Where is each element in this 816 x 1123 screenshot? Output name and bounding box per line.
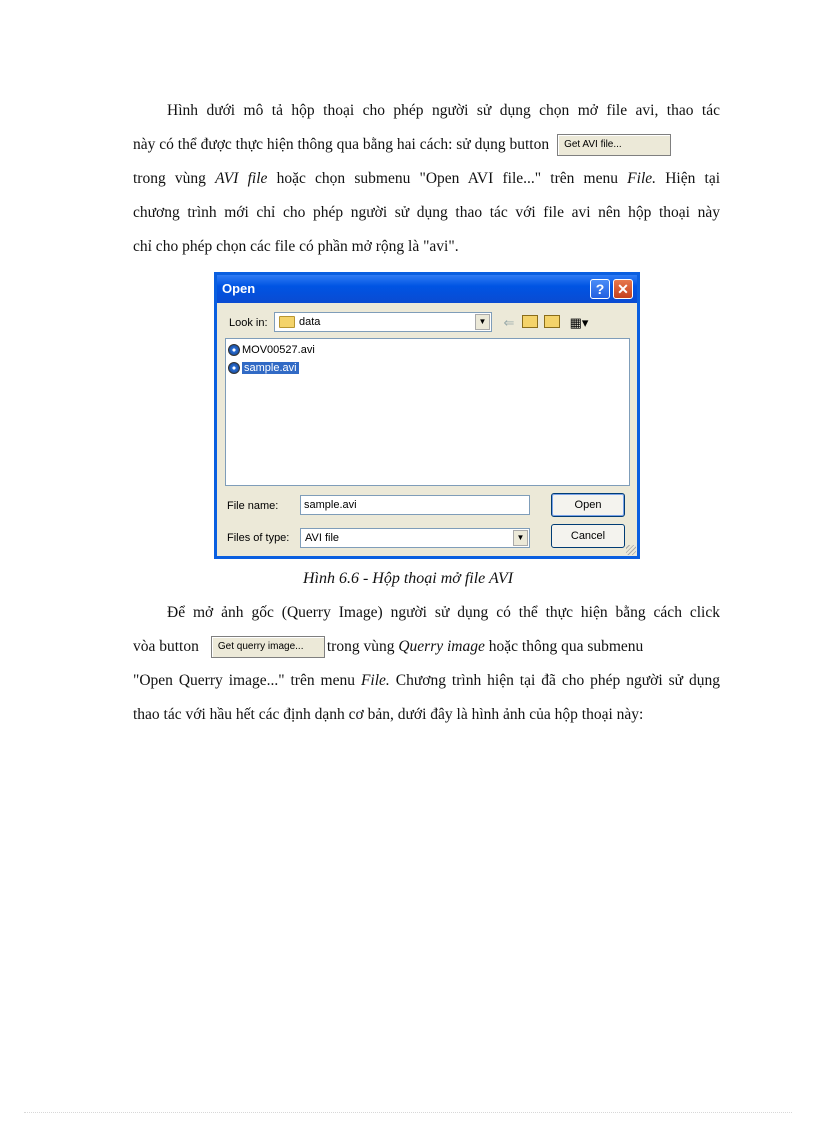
open-button[interactable]: Open: [551, 493, 625, 517]
paragraph-2-line-2: [133, 630, 720, 664]
back-arrow-icon[interactable]: ⇐: [503, 315, 515, 330]
page-bottom-border: [24, 1112, 792, 1113]
up-folder-icon[interactable]: [521, 315, 539, 331]
avi-file-icon: [228, 362, 240, 374]
paragraph-1-line-3-post: Hiện tại: [665, 170, 721, 187]
files-of-type-value: AVI file: [305, 532, 340, 544]
view-menu-icon[interactable]: ▦▾: [569, 315, 589, 330]
dialog-title: Open: [222, 281, 256, 296]
querry-image-term: Querry image: [398, 638, 485, 655]
resize-grip-icon[interactable]: [626, 545, 636, 555]
new-folder-icon[interactable]: [543, 315, 561, 331]
file-name-text: sample.avi: [244, 362, 297, 374]
chevron-down-icon[interactable]: ▼: [475, 314, 490, 330]
paragraph-2-line-3: [133, 664, 720, 698]
paragraph-1: [133, 94, 720, 264]
paragraph-2-line-2-mid: trong vùng: [326, 638, 395, 655]
help-icon[interactable]: ?: [590, 279, 610, 299]
paragraph-2: [133, 596, 720, 732]
paragraph-1-line-5: chỉ cho phép chọn các file có phần mở rộng là "avi".: [133, 238, 459, 255]
file-menu-term: File.: [627, 170, 657, 187]
list-item[interactable]: [228, 343, 315, 358]
paragraph-1-line-3-mid: hoặc chọn submenu "Open AVI file..." trên menu: [276, 170, 618, 187]
paragraph-1-line-3-pre: trong vùng: [133, 170, 206, 187]
close-icon[interactable]: ✕: [613, 279, 633, 299]
paragraph-2-line-3-pre: "Open Querry image..." trên menu: [133, 672, 355, 689]
folder-icon: [279, 316, 295, 328]
file-name-text: MOV00527.avi: [242, 344, 315, 356]
paragraph-1-line-2: [133, 128, 720, 162]
paragraph-2-line-4: thao tác với hầu hết các định dạnh cơ bản, dưới đây là hình ảnh của hộp thoại này:: [133, 706, 644, 723]
files-of-type-label: Files of type:: [227, 532, 290, 544]
open-dialog: [214, 272, 640, 559]
paragraph-2-line-2-post: hoặc thông qua submenu: [488, 638, 644, 655]
dialog-titlebar: [217, 275, 637, 303]
chevron-down-icon[interactable]: ▼: [513, 530, 528, 546]
get-avi-file-button[interactable]: Get AVI file...: [557, 134, 671, 156]
paragraph-1-line-1: Hình dưới mô tả hộp thoại cho phép người sử dụng chọn mở file avi, thao tác: [167, 102, 720, 119]
file-name-field[interactable]: sample.avi: [300, 495, 530, 515]
files-of-type-combo[interactable]: [300, 528, 530, 548]
look-in-label: Look in:: [229, 317, 268, 329]
look-in-combo[interactable]: [274, 312, 492, 332]
paragraph-2-line-3-post: Chương trình hiện tại đã cho phép người sử dụng: [395, 672, 721, 689]
file-list[interactable]: [225, 338, 630, 486]
file-menu-term: File.: [360, 672, 390, 689]
cancel-button[interactable]: Cancel: [551, 524, 625, 548]
paragraph-1-line-4: chương trình mới chỉ cho phép người sử dụng thao tác với file avi nên hộp thoại này: [133, 204, 720, 221]
file-name-label: File name:: [227, 500, 279, 512]
avi-file-icon: [228, 344, 240, 356]
paragraph-2-line-2-pre: vòa button: [133, 638, 199, 655]
paragraph-2-line-1: Để mở ảnh gốc (Querry Image) người sử dụng có thể thực hiện bằng cách click: [167, 604, 720, 621]
look-in-value: data: [299, 316, 321, 328]
list-item[interactable]: [228, 361, 299, 376]
avi-file-term: AVI file: [215, 170, 268, 187]
paragraph-1-line-2-text: này có thể được thực hiện thông qua bằng hai cách: sử dụng button: [133, 136, 550, 153]
paragraph-1-line-3: [133, 162, 720, 196]
figure-caption: Hình 6.6 - Hộp thoại mở file AVI: [302, 570, 514, 587]
get-querry-image-button[interactable]: Get querry image...: [211, 636, 325, 658]
